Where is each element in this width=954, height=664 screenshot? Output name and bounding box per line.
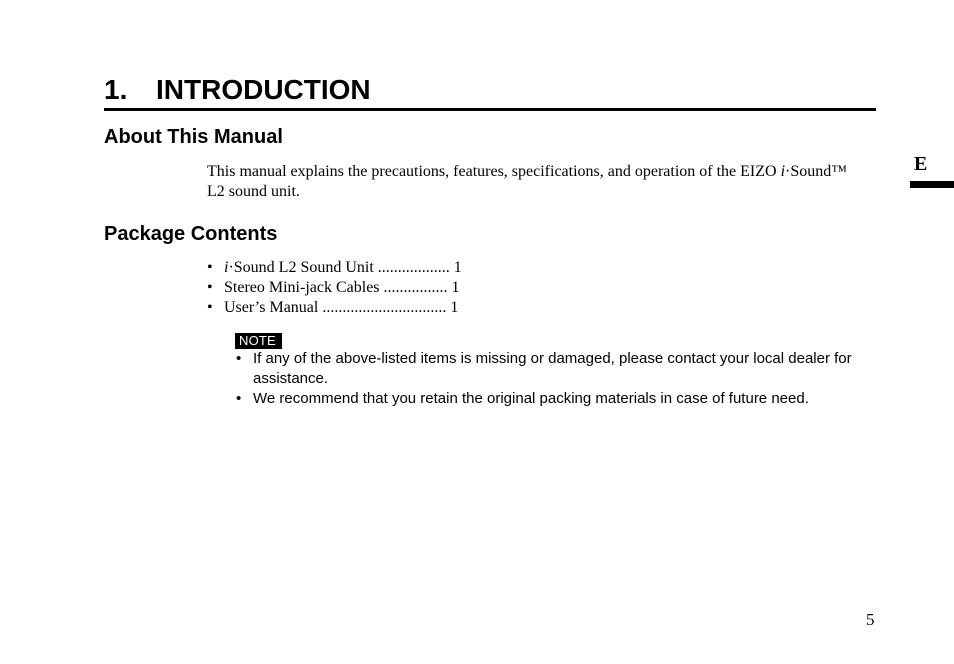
note-item xyxy=(236,389,876,409)
chapter-number: 1. xyxy=(104,74,128,105)
package-contents-list xyxy=(207,258,462,318)
item-text: Stereo Mini-jack Cables ................ 1 xyxy=(224,279,460,296)
about-text-part1: This manual explains the precautions, features, specifications, and operation of the EIZO xyxy=(207,163,781,180)
note-list xyxy=(236,349,876,409)
note-item-text: We recommend that you retain the original packing materials in case of future need. xyxy=(253,390,809,407)
bullet: • xyxy=(236,390,242,407)
note-badge: NOTE xyxy=(235,333,282,349)
brand-italic-i: i xyxy=(780,163,786,180)
bullet: • xyxy=(207,259,213,276)
bullet: • xyxy=(207,279,213,296)
package-contents-heading: Package Contents xyxy=(104,223,278,245)
item-text: User’s Manual ............................... 1 xyxy=(224,299,459,316)
title-underline-rule xyxy=(104,108,876,111)
language-tab-bar xyxy=(910,181,954,188)
list-item xyxy=(207,278,462,298)
language-tab-letter: E xyxy=(914,153,928,175)
about-text-part2: ·Sound™ L2 sound unit. xyxy=(207,163,847,200)
item-italic-prefix: i xyxy=(224,259,229,276)
note-item-text: If any of the above-listed items is missing or damaged, please contact your local dealer for assistance. xyxy=(253,350,852,387)
item-text: ·Sound L2 Sound Unit .................. 1 xyxy=(228,259,462,276)
bullet: • xyxy=(236,350,242,367)
about-manual-heading: About This Manual xyxy=(104,126,283,148)
page-number: 5 xyxy=(866,610,875,629)
chapter-title xyxy=(104,72,876,108)
list-item xyxy=(207,298,462,318)
bullet: • xyxy=(207,299,213,316)
list-item xyxy=(207,258,462,278)
note-item xyxy=(236,349,876,389)
about-manual-text xyxy=(207,162,857,202)
chapter-title-text: INTRODUCTION xyxy=(156,74,371,105)
